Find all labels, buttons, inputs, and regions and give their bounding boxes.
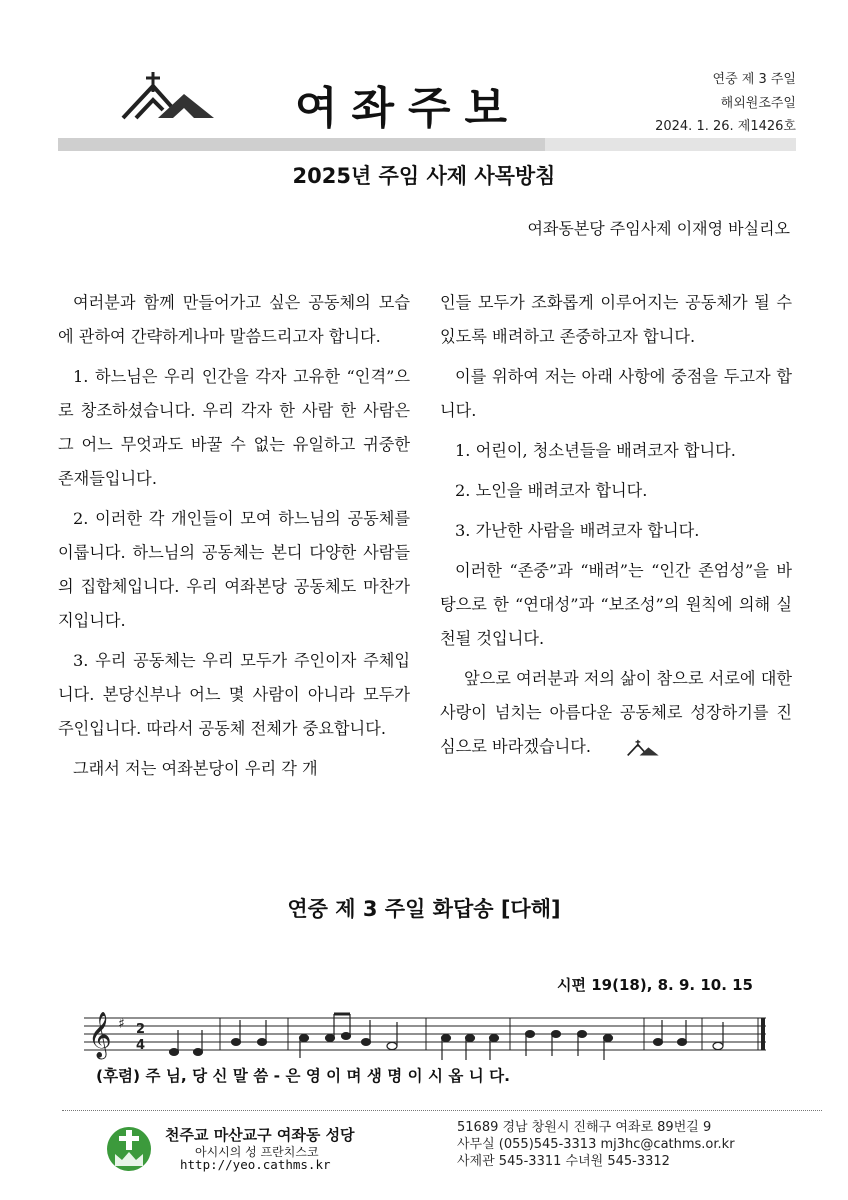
paragraph: 1. 하느님은 우리 인간을 각자 고유한 “인격”으로 창조하셨습니다. 우리 각자 한 사람 한 사람은 그 어느 무엇과도 바꿀 수 없는 유일하고 귀중한 존재들입니다. bbox=[58, 367, 410, 488]
parish-name: 천주교 마산교구 여좌동 성당 bbox=[165, 1126, 355, 1144]
paragraph: 3. 가난한 사람을 배려코자 합니다. bbox=[455, 521, 700, 540]
masthead-title: 여좌주보 bbox=[295, 83, 522, 134]
rectory-contact: 사제관 545-3311 수녀원 545-3312 bbox=[457, 1154, 670, 1169]
paragraph: 인들 모두가 조화롭게 이루어지는 공동체가 될 수 있도록 배려하고 존중하고자 합니다. bbox=[440, 293, 792, 346]
footer-divider bbox=[62, 1110, 822, 1111]
church-mountain-icon bbox=[626, 736, 660, 760]
paragraph: 이를 위하여 저는 아래 사항에 중점을 두고자 합니다. bbox=[440, 367, 792, 420]
svg-text:𝄞: 𝄞 bbox=[88, 1012, 112, 1058]
paragraph: 2. 이러한 각 개인들이 모여 하느님의 공동체를 이룹니다. 하느님의 공동체는 본디 다양한 사람들의 집합체입니다. 우리 여좌본당 공동체도 마찬가지입니다. bbox=[58, 509, 410, 630]
article-left-column bbox=[58, 286, 410, 792]
parish-address: 51689 경남 창원시 진해구 여좌로 89번길 9 bbox=[457, 1120, 712, 1135]
parish-patron: 아시시의 성 프란치스코 bbox=[195, 1145, 319, 1159]
paragraph: 그래서 저는 여좌본당이 우리 각 개 bbox=[73, 759, 318, 778]
article-right-column bbox=[440, 286, 792, 770]
issue-sunday: 연중 제 3 주일 bbox=[712, 72, 796, 87]
time-sig-top: 2 bbox=[136, 1022, 146, 1037]
paragraph: 3. 우리 공동체는 우리 모두가 주인이자 주체입니다. 본당신부나 어느 몇 사람이 아니라 모두가 주인입니다. 따라서 공동체 전체가 중요합니다. bbox=[58, 651, 410, 738]
time-sig-bottom: 4 bbox=[136, 1038, 146, 1053]
article-title: 2025년 주임 사제 사목방침 bbox=[292, 164, 556, 188]
svg-text:♯: ♯ bbox=[118, 1016, 125, 1032]
issue-theme: 해외원조주일 bbox=[720, 96, 796, 111]
office-contact: 사무실 (055)545-3313 mj3hc@cathms.or.kr bbox=[457, 1137, 735, 1152]
psalm-lyrics: (후렴) 주 님, 당 신 말 씀 - 은 영 이 며 생 명 이 시 옵 니 다. bbox=[96, 1067, 510, 1085]
music-staff bbox=[84, 1008, 774, 1064]
psalm-reference: 시편 19(18), 8. 9. 10. 15 bbox=[557, 976, 753, 994]
cross-logo-icon bbox=[106, 1124, 152, 1174]
psalm-title: 연중 제 3 주일 화답송 [다해] bbox=[287, 897, 561, 921]
issue-date-number: 2024. 1. 26. 제1426호 bbox=[655, 119, 796, 134]
paragraph: 이러한 “존중”과 “배려”는 “인간 존엄성”을 바탕으로 한 “연대성”과 “보조성”의 원칙에 의해 실천될 것입니다. bbox=[440, 561, 792, 648]
header-divider-bar bbox=[58, 138, 796, 151]
parish-url[interactable]: http://yeo.cathms.kr bbox=[180, 1157, 331, 1172]
article-author: 여좌동본당 주임사제 이재영 바실리오 bbox=[527, 219, 790, 238]
church-mountain-icon bbox=[118, 70, 218, 122]
paragraph bbox=[440, 662, 792, 764]
paragraph: 1. 어린이, 청소년들을 배려코자 합니다. bbox=[455, 441, 736, 460]
paragraph: 여러분과 함께 만들어가고 싶은 공동체의 모습에 관하여 간략하게나마 말씀드리고자 합니다. bbox=[58, 293, 410, 346]
closing-text: 앞으로 여러분과 저의 삶이 참으로 서로에 대한 사랑이 넘치는 아름다운 공동체로 성장하기를 진심으로 바라겠습니다. bbox=[440, 669, 792, 756]
paragraph: 2. 노인을 배려코자 합니다. bbox=[455, 481, 648, 500]
